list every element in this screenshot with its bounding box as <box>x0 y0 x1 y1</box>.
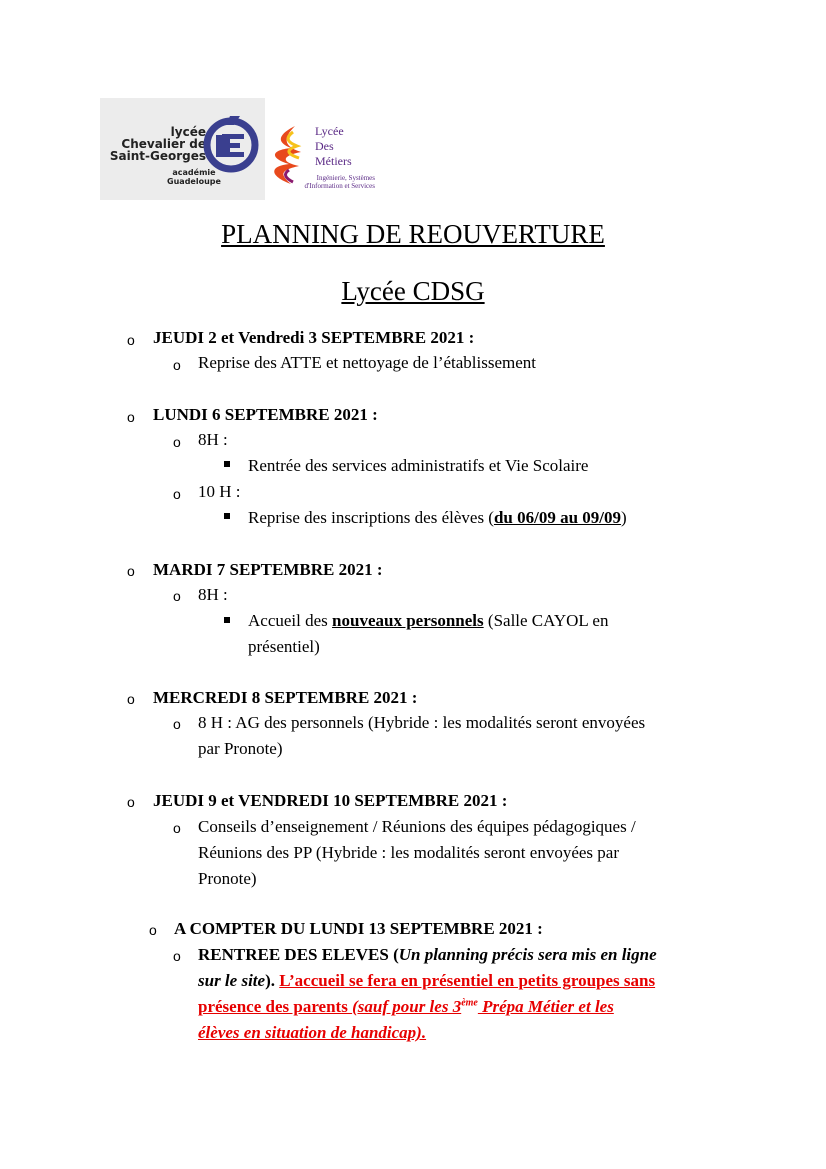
time-label: 8H : <box>198 585 228 604</box>
item-text: Accueil des <box>248 611 333 630</box>
circle-bullet-icon: o <box>127 794 135 810</box>
list-item-continuation: Réunions des PP (Hybride : les modalités seront envoyées par <box>198 843 619 862</box>
circle-bullet-icon: o <box>173 588 181 604</box>
list-item-continuation: élèves en situation de handicap). <box>198 1023 427 1042</box>
list-item-continuation: Pronote) <box>198 869 257 888</box>
list-item: Rentrée des services administratifs et Vie Scolaire <box>248 456 589 475</box>
section-heading: MARDI 7 SEPTEMBRE 2021 : <box>153 560 383 579</box>
circle-bullet-icon: o <box>173 486 181 502</box>
highlight-text: nouveaux personnels <box>332 611 484 630</box>
circle-bullet-icon: o <box>127 563 135 579</box>
date-range: du 06/09 au 09/09 <box>493 508 622 527</box>
notice-text: (sauf pour les 3 <box>352 997 462 1016</box>
page-title: PLANNING DE REOUVERTURE <box>221 219 605 249</box>
list-item: 8 H : AG des personnels (Hybride : les modalités seront envoyées <box>198 713 646 732</box>
logo-sub: Guadeloupe <box>167 177 221 186</box>
list-item <box>198 942 657 968</box>
logo-line: Saint-Georges <box>109 149 206 163</box>
list-item-continuation: présentiel) <box>248 637 320 656</box>
lycee-des-metiers-logo <box>265 116 375 200</box>
section-heading: A COMPTER DU LUNDI 13 SEPTEMBRE 2021 : <box>174 919 543 938</box>
page-subtitle: Lycée CDSG <box>341 276 485 306</box>
time-label: 10 H : <box>198 482 241 501</box>
logo-line: Des <box>315 139 334 153</box>
section-heading: MERCREDI 8 SEPTEMBRE 2021 : <box>153 688 418 707</box>
section-heading: JEUDI 2 et Vendredi 3 SEPTEMBRE 2021 : <box>153 328 475 347</box>
circle-bullet-icon: o <box>173 820 181 836</box>
time-label: 8H : <box>198 430 228 449</box>
list-item-continuation <box>198 968 655 994</box>
item-text: ) <box>621 508 627 527</box>
notice-text: L’accueil se fera en présentiel en petits groupes sans <box>279 971 656 990</box>
circle-bullet-icon: o <box>173 716 181 732</box>
logo-line: Lycée <box>315 124 344 138</box>
logo-line: lycée <box>170 125 206 139</box>
superscript: ème <box>461 997 478 1009</box>
list-item-continuation: par Pronote) <box>198 739 283 758</box>
item-text: RENTREE DES ELEVES ( <box>198 945 399 964</box>
item-text: sur le site <box>198 971 266 990</box>
circle-bullet-icon: o <box>127 691 135 707</box>
item-text: Un planning précis sera mis en ligne <box>398 945 657 964</box>
circle-bullet-icon: o <box>149 922 157 938</box>
circle-bullet-icon: o <box>127 409 135 425</box>
logo-sub: académie <box>172 168 216 177</box>
list-item: Reprise des ATTE et nettoyage de l’établissement <box>198 353 537 372</box>
logo-sub: Ingénierie, Systèmes <box>316 174 375 182</box>
circle-bullet-icon: o <box>173 357 181 373</box>
notice-text: Prépa Métier et les <box>477 997 614 1016</box>
list-item: Conseils d’enseignement / Réunions des équipes pédagogiques / <box>198 817 636 836</box>
logo-line: Chevalier de <box>121 137 206 151</box>
circle-bullet-icon: o <box>173 948 181 964</box>
e-emblem-icon <box>200 112 262 174</box>
section-heading: LUNDI 6 SEPTEMBRE 2021 : <box>153 405 378 424</box>
lycee-chevalier-logo <box>100 98 265 200</box>
square-bullet-icon <box>224 461 230 467</box>
list-item <box>248 608 608 634</box>
list-item <box>248 505 627 531</box>
notice-text: présence des parents <box>198 997 353 1016</box>
circle-bullet-icon: o <box>173 434 181 450</box>
logo-line: Métiers <box>315 154 352 168</box>
section-heading: JEUDI 9 et VENDREDI 10 SEPTEMBRE 2021 : <box>153 791 508 810</box>
square-bullet-icon <box>224 513 230 519</box>
item-text: ). <box>265 971 280 990</box>
circle-bullet-icon: o <box>127 332 135 348</box>
list-item-continuation <box>198 994 614 1020</box>
logo-sub: d'Information et Services <box>304 182 375 190</box>
item-text: Reprise des inscriptions des élèves ( <box>248 508 494 527</box>
item-text: (Salle CAYOL en <box>483 611 609 630</box>
square-bullet-icon <box>224 617 230 623</box>
